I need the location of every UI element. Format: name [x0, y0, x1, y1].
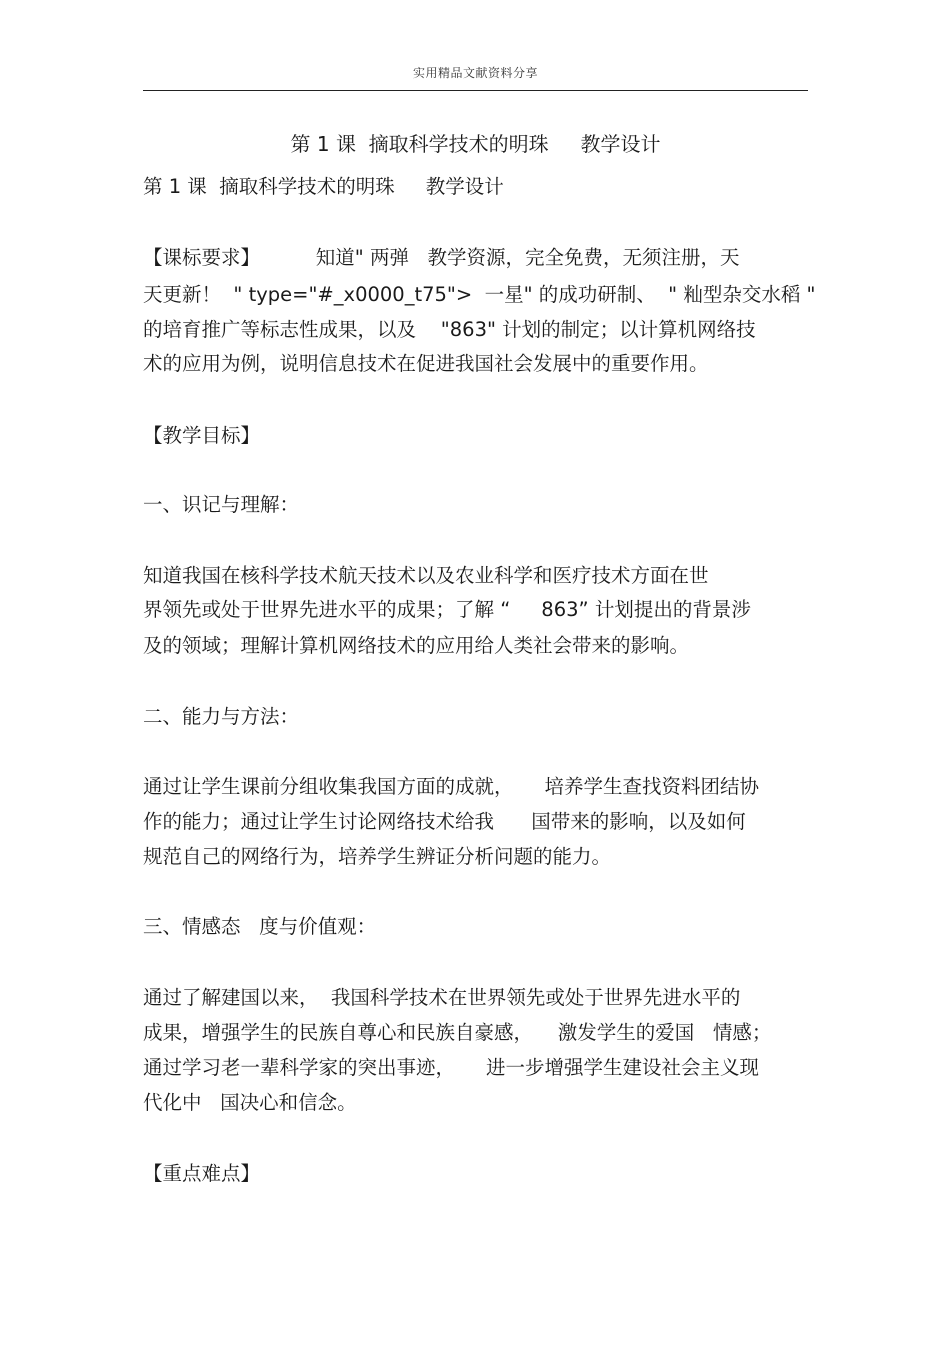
section-paragraph-line: 作的能力；通过让学生讨论网络技术给我 国带来的影响，以及如何 — [143, 810, 746, 833]
document-title: 第 1 课 摘取科学技术的明珠 教学设计 — [290, 132, 661, 156]
header-divider — [143, 90, 808, 91]
section-paragraph-line: 通过学习老一辈科学家的突出事迹， 进一步增强学生建设社会主义现 — [143, 1056, 759, 1079]
section-heading-recall: 一、识记与理解： — [143, 493, 300, 516]
goals-heading: 【教学目标】 — [143, 424, 261, 447]
section-paragraph-line: 界领先或处于世界先进水平的成果；了解 “ 863” 计划提出的背景涉 — [143, 598, 751, 621]
section-paragraph-line: 通过让学生课前分组收集我国方面的成就， 培养学生查找资料团结协 — [143, 775, 759, 798]
section-paragraph-line: 通过了解建国以来， 我国科学技术在世界领先或处于世界先进水平的 — [143, 986, 741, 1009]
section-paragraph-line: 成果，增强学生的民族自尊心和民族自豪感， 激发学生的爱国 情感； — [143, 1021, 772, 1044]
section-paragraph-line: 知道我国在核科学技术航天技术以及农业科学和医疗技术方面在世 — [143, 564, 709, 587]
standard-requirements-line: 的培育推广等标志性成果，以及 "863" 计划的制定；以计算机网络技 — [143, 318, 756, 341]
section-paragraph-line: 代化中 国决心和信念。 — [143, 1091, 357, 1114]
document-subtitle: 第 1 课 摘取科学技术的明珠 教学设计 — [143, 175, 504, 198]
section-heading-ability: 二、能力与方法： — [143, 705, 300, 728]
section-paragraph-line: 及的领域；理解计算机网络技术的应用给人类社会带来的影响。 — [143, 634, 690, 657]
section-heading-values: 三、情感态 度与价值观： — [143, 915, 377, 938]
standard-requirements-line: 天更新！ " type="#_x0000_t75"> 一星" 的成功研制、 " 籼型杂交水稻 " — [143, 283, 816, 306]
standard-requirements-line: 术的应用为例，说明信息技术在促进我国社会发展中的重要作用。 — [143, 352, 709, 375]
running-header: 实用精品文献资料分享 — [412, 66, 538, 80]
key-points-heading: 【重点难点】 — [143, 1162, 261, 1185]
standard-requirements-line: 【课标要求】 知道" 两弹 教学资源，完全免费，无须注册，天 — [143, 246, 740, 269]
section-paragraph-line: 规范自己的网络行为，培养学生辨证分析问题的能力。 — [143, 845, 612, 868]
